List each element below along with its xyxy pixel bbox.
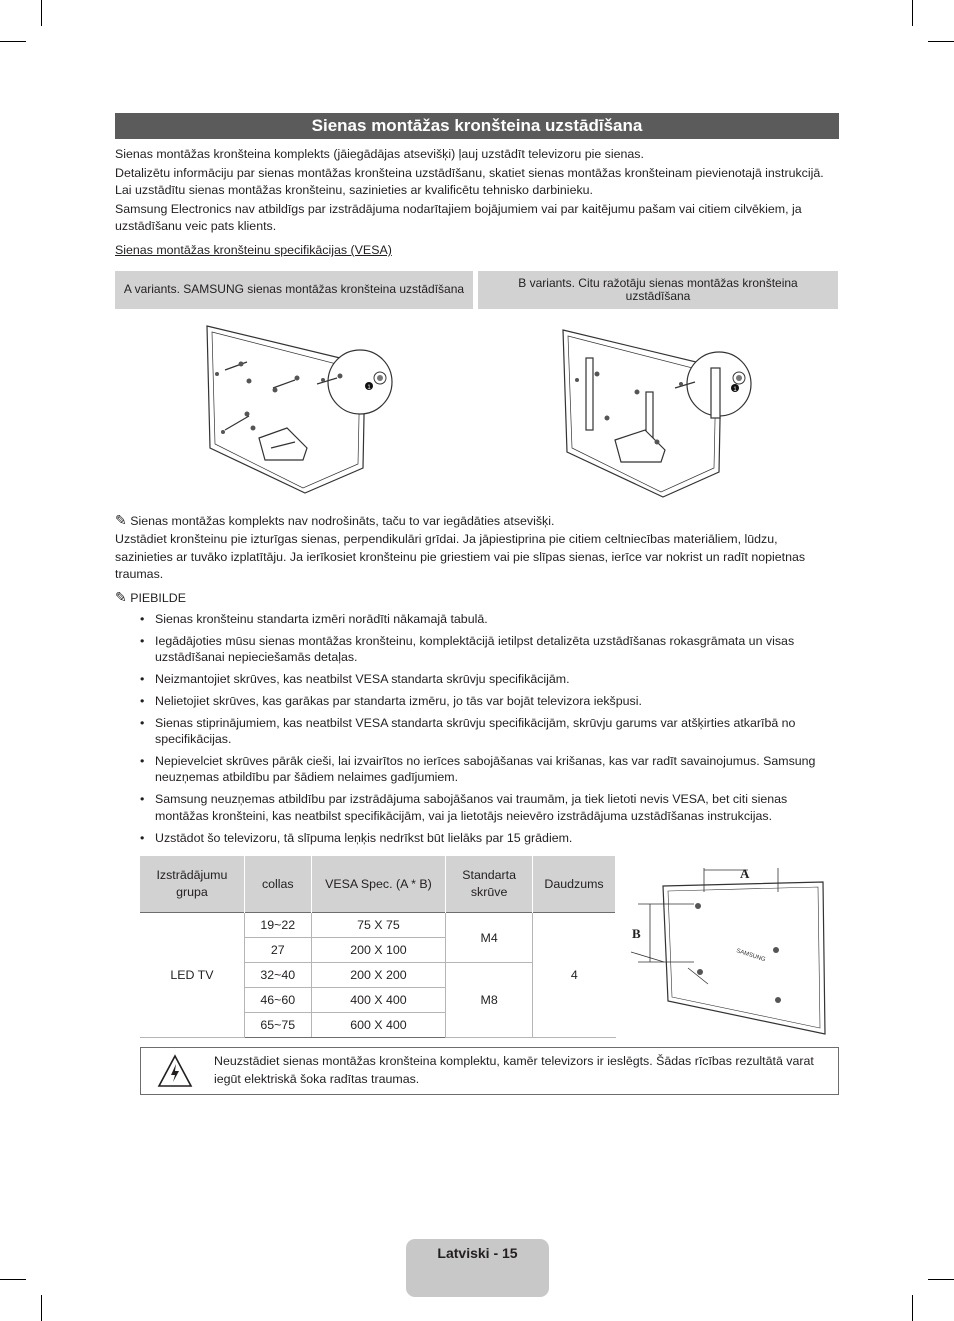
dimension-b-label: B: [632, 926, 641, 941]
list-item: • Sienas stiprinājumiem, kas neatbilst VESA standarta skrūvju specifikācijām, skrūvju garums var atšķirties atkarībā no specifikācijas.: [140, 715, 840, 748]
crop-mark: [0, 1279, 26, 1280]
vesa-cell: 400 X 400: [311, 988, 445, 1013]
vesa-cell: 200 X 100: [311, 938, 445, 963]
warning-text: Neuzstādiet sienas montāžas kronšteina komplektu, kamēr televizors ir ieslēgts. Šādas rīcības rezultātā varat iegūt elektriskā šoka radītas traumas.: [214, 1054, 814, 1086]
crop-mark: [912, 0, 913, 26]
crop-mark: [928, 1279, 954, 1280]
table-header-row: [140, 856, 616, 913]
column-header: Daudzums: [533, 856, 616, 913]
crop-mark: [41, 0, 42, 26]
page-number-tab: Latviski - 15: [406, 1239, 549, 1297]
kit-note: [115, 512, 837, 531]
crop-mark: [928, 41, 954, 42]
lightning-warning-icon: [157, 1054, 193, 1088]
variant-a-label: A variants. SAMSUNG sienas montāžas kronšteina uzstādīšana: [115, 271, 473, 309]
shock-warning-box: [140, 1047, 839, 1095]
tv-rear-dimension-diagram: [628, 856, 838, 1038]
column-header: Izstrādājumu grupa: [140, 856, 244, 913]
inches-cell: 32~40: [244, 963, 311, 988]
crop-mark: [912, 1295, 913, 1321]
crop-mark: [0, 41, 26, 42]
inches-cell: 46~60: [244, 988, 311, 1013]
intro-paragraph: Detalizētu informāciju par sienas montāžas kronšteina uzstādīšanu, skatiet sienas montāžas kronšteinam pievienotajā instrukcijā. Lai uzstādītu sienas montāžas kronšteinu, sazinieties ar kvalificētu tehnisko darbinieku.: [115, 165, 824, 197]
list-item: • Nelietojiet skrūves, kas garākas par standarta izmēru, jo tās var bojāt televizora iekšpusi.: [140, 693, 840, 710]
section-title: Sienas montāžas kronšteina uzstādīšana: [115, 113, 839, 139]
table-row: [140, 913, 616, 938]
variant-b-label: B variants. Citu ražotāju sienas montāžas kronšteina uzstādīšana: [478, 271, 838, 309]
screw-cell: M4: [446, 913, 533, 963]
note-heading-text: PIEBILDE: [130, 591, 186, 605]
list-item: • Samsung neuzņemas atbildību par izstrādājuma sabojāšanos vai traumām, ja tiek lietoti nevis VESA, bet citi sienas montāžas kronšteini, kas neatbilst specifikācijām, vai ja lietotājs neievēro izstrādājuma uzstādīšanas instrukcijas.: [140, 791, 840, 824]
intro-text: [115, 146, 837, 237]
brand-label: SAMSUNG: [735, 948, 767, 964]
quantity-cell: 4: [533, 913, 616, 1038]
vesa-cell: 200 X 200: [311, 963, 445, 988]
pencil-note-icon: ✎: [115, 589, 127, 605]
screw-cell: M8: [446, 963, 533, 1038]
vesa-cell: 600 X 400: [311, 1013, 445, 1038]
column-header: Standarta skrūve: [446, 856, 533, 913]
column-header: VESA Spec. (A * B): [311, 856, 445, 913]
vesa-cell: 75 X 75: [311, 913, 445, 938]
install-paragraph: Uzstādiet kronšteinu pie izturīgas sienas, perpendikulāri grīdai. Ja jāpiestiprina pie citiem celtniecības materiāliem, lūdzu, sazinieties ar tuvāko izplatītāju. Ja ierīkosiet kronšteinu pie griestiem vai pie slīpas sienas, ierīce var nokrist un radīt nopietnas traumas.: [115, 532, 806, 581]
column-header: collas: [244, 856, 311, 913]
intro-paragraph: Sienas montāžas kronšteina komplekts (jāiegādājas atsevišķi) ļauj uzstādīt televizoru pie sienas.: [115, 147, 644, 161]
vesa-spec-title: Sienas montāžas kronšteinu specifikācijas (VESA): [115, 243, 392, 257]
crop-mark: [41, 1295, 42, 1321]
dimension-a-label: A: [740, 866, 750, 881]
callout-number: 1: [367, 385, 371, 391]
list-item: • Nepievelciet skrūves pārāk cieši, lai izvairītos no ierīces sabojāšanas vai krišanas, kas var radīt savainojumus. Samsung neuzņemas atbildību par šādiem nelaimes gadījumiem.: [140, 753, 840, 786]
inches-cell: 27: [244, 938, 311, 963]
inches-cell: 65~75: [244, 1013, 311, 1038]
variant-header: [115, 271, 838, 309]
variant-b-illustration: [553, 322, 778, 502]
product-group-cell: LED TV: [140, 913, 244, 1038]
inches-cell: 19~22: [244, 913, 311, 938]
list-item: • Sienas kronšteinu standarta izmēri norādīti nākamajā tabulā.: [140, 611, 840, 628]
kit-note-text: Sienas montāžas komplekts nav nodrošināts, taču to var iegādāties atsevišķi.: [130, 514, 555, 528]
note-bullet-list: [140, 611, 840, 851]
pencil-note-icon: ✎: [115, 512, 127, 528]
vesa-spec-table: [140, 856, 616, 1038]
list-item: • Iegādājoties mūsu sienas montāžas kronšteinu, komplektācijā ietilpst detalizēta uzstādīšanas rokasgrāmata un visas uzstādīšanai nepieciešamās detaļas.: [140, 633, 840, 666]
intro-paragraph: Samsung Electronics nav atbildīgs par izstrādājuma nodarītajiem bojājumiem vai par kaitējumu pašam vai citiem cilvēkiem, ja uzstādīšanu veic pats klients.: [115, 201, 802, 233]
variant-a-illustration: [195, 318, 420, 498]
list-item: • Neizmantojiet skrūves, kas neatbilst VESA standarta skrūvju specifikācijām.: [140, 671, 840, 688]
callout-number: 1: [733, 387, 737, 393]
note-heading: [115, 589, 186, 608]
list-item: • Uzstādot šo televizoru, tā slīpuma leņķis nedrīkst būt lielāks par 15 grādiem.: [140, 830, 840, 847]
